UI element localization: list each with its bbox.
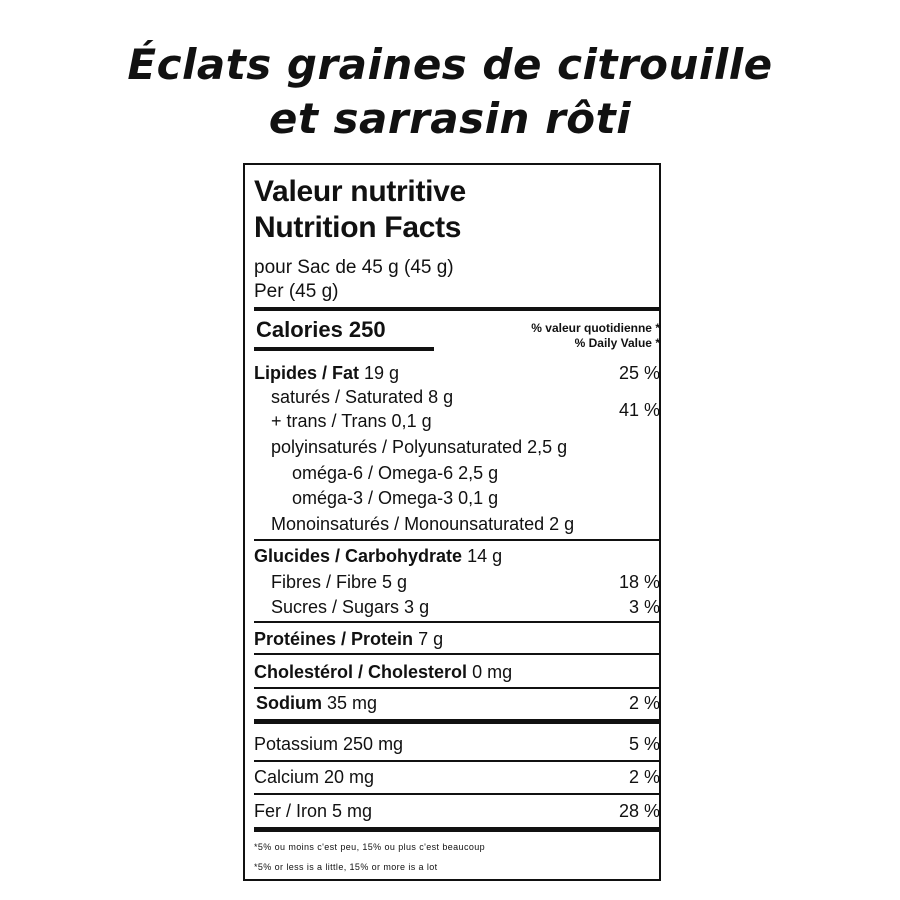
calories: Calories 250 (256, 317, 386, 342)
protein-amount: 7 g (418, 629, 444, 649)
dv-header (531, 321, 660, 351)
serving-size-en: Per (45 g) (254, 281, 339, 302)
rule-thick-sodium (254, 719, 660, 724)
footnote-fr: *5% ou moins c'est peu, 15% ou plus c'est beaucoup (254, 842, 486, 852)
iron-dv: 28 % (618, 801, 660, 821)
calcium-dv: 2 % (628, 767, 660, 787)
omega6-row: oméga-6 / Omega-6 2,5 g (292, 463, 499, 483)
iron-row: Fer / Iron 5 mg (254, 801, 373, 821)
rule-thick-top (254, 307, 660, 311)
dv-header-fr: % valeur quotidienne * (531, 321, 660, 335)
cholesterol-name: Cholestérol / Cholesterol (254, 662, 468, 682)
sugars-dv: 3 % (628, 597, 660, 617)
cholesterol-amount: 0 mg (472, 662, 513, 682)
fibre-dv: 18 % (618, 572, 660, 592)
rule-calories-underline (254, 347, 434, 351)
rule-carbohydrate (254, 621, 660, 623)
sugars-row: Sucres / Sugars 3 g (271, 597, 430, 617)
rule-thick-bottom (254, 827, 660, 832)
polyunsaturated-row: polyinsaturés / Polyunsaturated 2,5 g (271, 437, 568, 457)
omega3-row: oméga-3 / Omega-3 0,1 g (292, 488, 499, 508)
dv-header-en: % Daily Value * (574, 336, 660, 350)
trans-row: + trans / Trans 0,1 g (271, 411, 432, 431)
sodium-row (256, 693, 377, 714)
nutrition-facts-panel (243, 163, 661, 881)
heading-fr: Valeur nutritive (254, 175, 466, 208)
sat-trans-dv: 41 % (618, 400, 660, 420)
fat-name: Lipides / Fat (254, 363, 360, 383)
potassium-dv: 5 % (628, 734, 660, 754)
rule-potassium (254, 760, 660, 762)
potassium-row: Potassium 250 mg (254, 734, 404, 754)
rule-calcium (254, 793, 660, 795)
calcium-row: Calcium 20 mg (254, 767, 375, 787)
carbohydrate-amount: 14 g (467, 546, 503, 566)
sodium-amount: 35 mg (327, 693, 378, 713)
carbohydrate-name: Glucides / Carbohydrate (254, 546, 463, 566)
protein-row (254, 629, 443, 650)
sodium-name: Sodium (256, 693, 322, 713)
cholesterol-row (254, 662, 512, 683)
product-title (0, 38, 900, 146)
fat-row (254, 363, 399, 384)
product-title-line1: Éclats graines de citrouille (127, 40, 773, 89)
fibre-row: Fibres / Fibre 5 g (271, 572, 408, 592)
rule-protein (254, 653, 660, 655)
product-title-line2: et sarrasin rôti (268, 94, 632, 143)
fat-dv: 25 % (618, 363, 660, 383)
monounsaturated-row: Monoinsaturés / Monounsaturated 2 g (271, 514, 575, 534)
heading-en: Nutrition Facts (254, 211, 462, 244)
saturated-row: saturés / Saturated 8 g (271, 387, 454, 407)
sodium-dv: 2 % (628, 693, 660, 713)
serving-size-fr: pour Sac de 45 g (45 g) (254, 257, 454, 278)
fat-amount: 19 g (364, 363, 400, 383)
rule-fat (254, 539, 660, 541)
carbohydrate-row (254, 546, 502, 567)
protein-name: Protéines / Protein (254, 629, 414, 649)
footnote-en: *5% or less is a little, 15% or more is a lot (254, 862, 438, 872)
rule-cholesterol (254, 687, 660, 689)
